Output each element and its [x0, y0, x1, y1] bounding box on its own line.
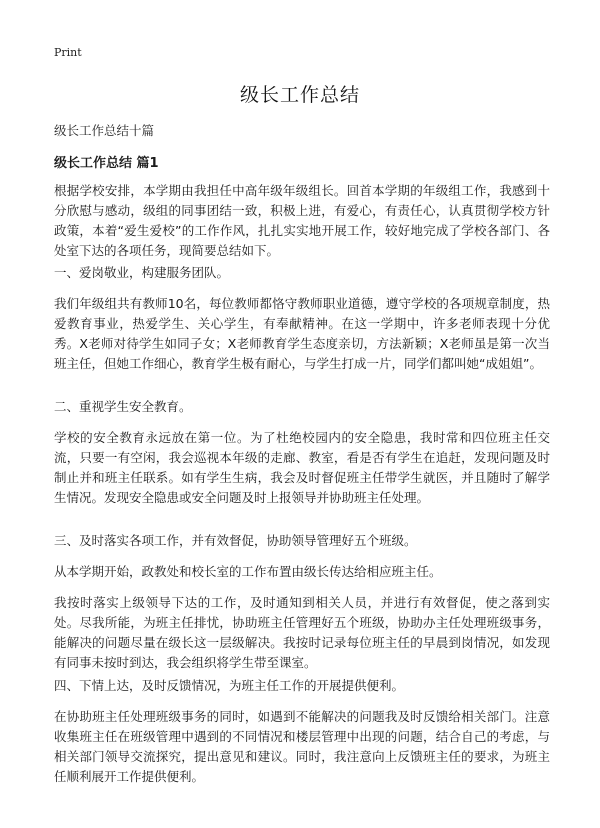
paragraph-2: 学校的安全教育永远放在第一位。为了杜绝校园内的安全隐患，我时常和四位班主任交流，只要一有空闲，我会巡视本年级的走廊、教室，看是否有学生在追赶，发现问题及时制止并和班主任联系。如有学生生病，我会及时督促班主任带学生就医，并且随时了解学生情况。发现安全隐患或安全问题及时上报领导并协助班主任处理。 — [54, 430, 550, 505]
subheading-4: 四、下情上达，及时反馈情况，为班主任工作的开展提供便利。 — [54, 678, 405, 693]
page-title: 级长工作总结 — [239, 84, 360, 106]
section-heading: 级长工作总结 篇1 — [54, 156, 159, 171]
paragraph-4: 在协助班主任处理班级事务的同时，如遇到不能解决的问题我及时反馈给相关部门。注意收集班主任在班级管理中遇到的不同情况和楼层管理中出现的问题，结合自己的考虑，与相关部门领导交流探究，提出意见和建议。同时，我注意向上反馈班主任的要求，为班主任顺利展开工作提供便利。 — [54, 709, 550, 784]
paragraph-3b: 我按时落实上级领导下达的工作，及时通知到相关人员，并进行有效督促，使之落到实处。尽我所能，为班主任排忧，协助班主任管理好五个班级，协助办主任处理班级事务，能解决的问题尽量在级长这一层级解决。我按时记录每位班主任的早晨到岗情况，如发现有同事未按时到达，我会组织将学生带至课室。 — [54, 595, 550, 670]
subheading-2: 二、重视学生安全教育。 — [54, 399, 192, 414]
subheading-3: 三、及时落实各项工作，并有效督促，协助领导管理好五个班级。 — [54, 533, 417, 548]
paragraph-3a: 从本学期开始，政教处和校长室的工作布置由级长传达给相应班主任。 — [54, 564, 442, 579]
subheading-1: 一、爱岗敬业，构建服务团队。 — [54, 265, 230, 280]
document-subtitle: 级长工作总结十篇 — [54, 123, 155, 138]
print-link[interactable]: Print — [54, 46, 82, 59]
paragraph-1: 我们年级组共有教师10名，每位教师都恪守教师职业道德，遵守学校的各项规章制度，热爱教育事业，热爱学生、关心学生，有奉献精神。在这一学期中，许多老师表现十分优秀。X老师对待学生如同子女；X老师教育学生态度亲切，方法新颖；X老师虽是第一次当班主任，但她工作细心，教育学生极有耐心，与学生打成一片，同学们都叫她“成姐姐”。 — [54, 296, 550, 371]
paragraph-intro: 根据学校安排，本学期由我担任中高年级年级组长。回首本学期的年级组工作，我感到十分欣慰与感动，级组的同事团结一致，积极上进，有爱心，有责任心，认真贯彻学校方针政策，本着“爱生爱校”的工作作风，扎扎实实地开展工作，较好地完成了学校各部门、各处室下达的各项任务，现简要总结如下。 — [54, 183, 550, 258]
